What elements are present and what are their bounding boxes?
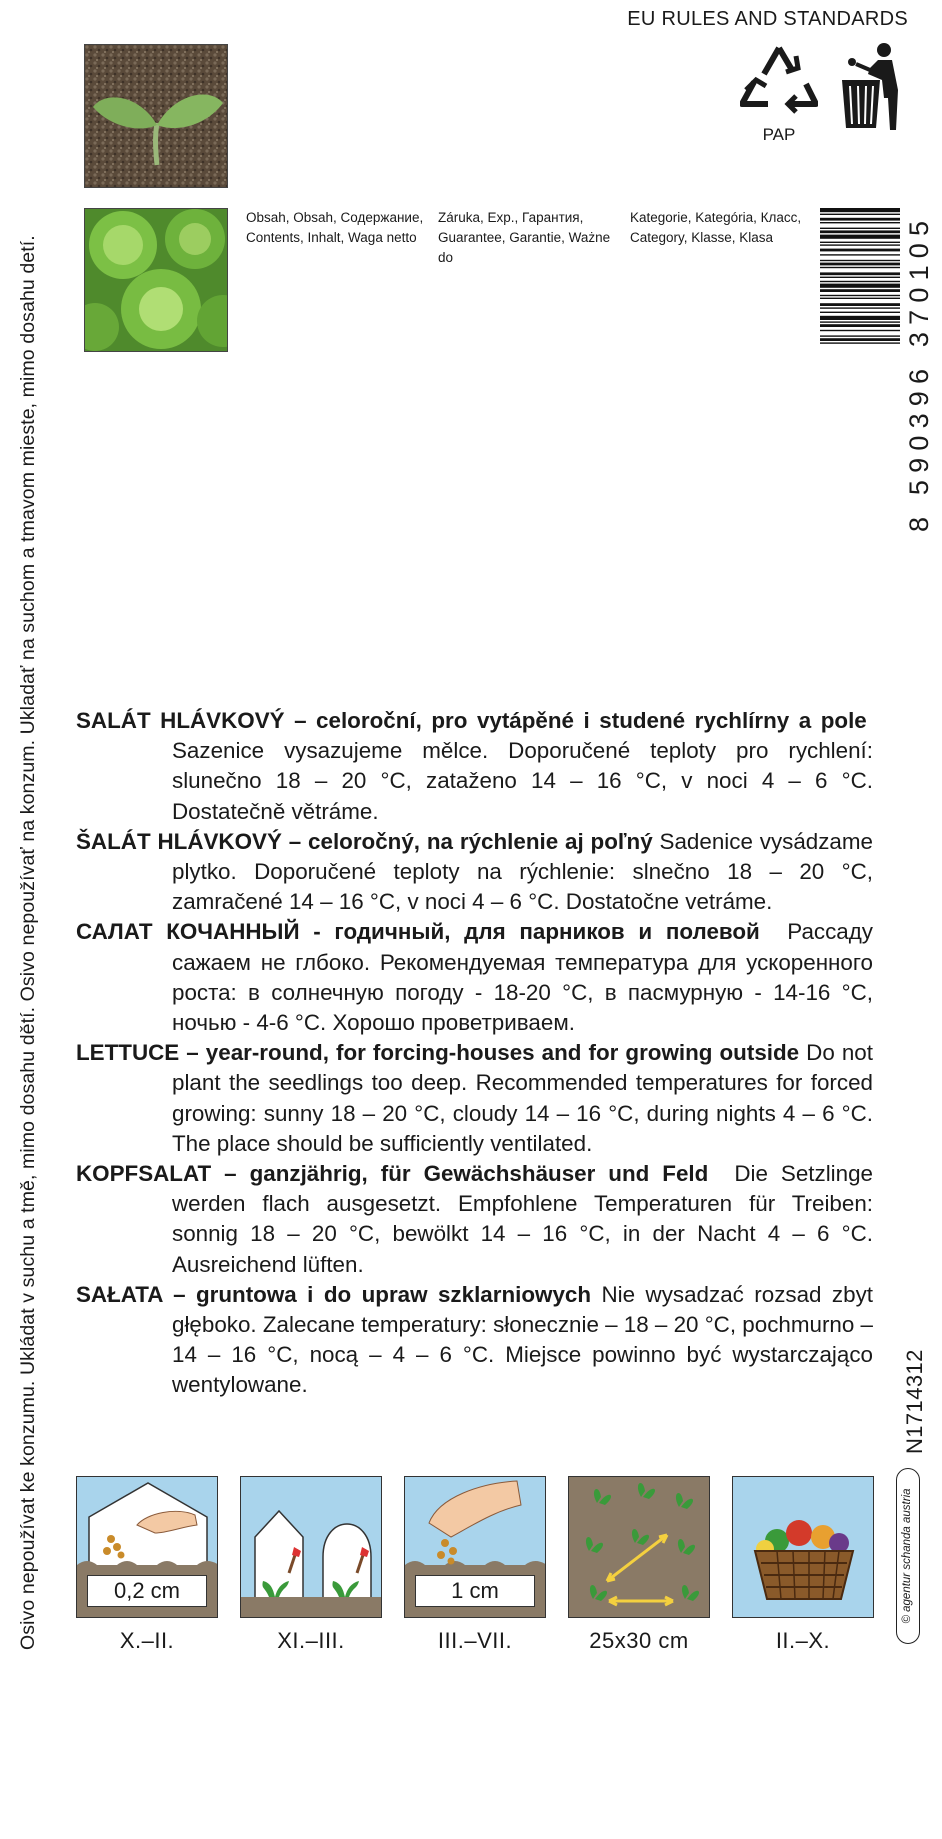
harvest-basket-icon: [732, 1476, 874, 1618]
harvest-period: II.–X.: [775, 1628, 831, 1653]
plant-spacing-label: 25x30 cm: [589, 1628, 689, 1653]
barcode-bar: [820, 338, 900, 341]
barcode-bar: [820, 277, 900, 278]
storage-warning-text: Osivo nepoužívat ke konzumu. Ukládat v suchu a tmě, mimo dosahu dětí. Osivo nepoužívať na konzum. Ukladať na suchom a tmavom mieste, mimo dosahu detí.: [17, 235, 39, 1650]
barcode-bar: [820, 316, 900, 320]
barcode-bar: [820, 281, 900, 282]
recycle-symbol: [740, 42, 818, 152]
sowing-period-greenhouse: X.–II.: [119, 1628, 175, 1653]
greenhouse-sowing-icon: [76, 1476, 218, 1618]
eu-rules-title: EU RULES AND STANDARDS: [627, 8, 908, 30]
greenhouse-planting-icon: [240, 1476, 382, 1618]
barcode-bar: [820, 230, 900, 233]
barcode-bar: [820, 307, 900, 308]
planting-period-greenhouse: XI.–III.: [277, 1628, 345, 1653]
description-ru: САЛАТ КОЧАННЫЙ - годичный, для парников и полевой Рассаду сажаем не глбоко. Рекомендуемая температура для ускоренного роста: в солнечную погоду - 18-20 °C, в пасмурную - 14-16 °C, ночью - 4-6 °C. Хорошо проветриваем.: [76, 919, 873, 1036]
description-cs: SALÁT HLÁVKOVÝ – celoroční, pro vytápěné i studené rychlírny a pole Sazenice vysazujeme mělce. Doporučené teploty pro rychlení: slunečno 18 – 20 °C, zataženo 14 – 16 °C, v noci 4 – 6 °C. Dostatečně větráme.: [76, 708, 873, 824]
lettuce-photo: [84, 208, 228, 352]
barcode-bar: [820, 244, 900, 245]
description-en: LETTUCE – year-round, for forcing-houses and for growing outside Do not plant the seedlings too deep. Recommended temperatures for forced growing: sunny 18 – 20 °C, cloudy 14 – 16 °C, during nights 4 – 6 °C. The place should be sufficiently ventilated.: [76, 1040, 873, 1156]
barcode-bar: [820, 208, 900, 212]
barcode-bar: [820, 218, 900, 221]
barcode-bar: [820, 272, 900, 275]
barcode-bar: [820, 321, 900, 322]
barcode-bar: [820, 312, 900, 313]
plant-spacing-icon: [568, 1476, 710, 1618]
description-de: KOPFSALAT – ganzjährig, für Gewächshäuser und Feld Die Setzlinge werden flach ausgesetzt. Empfohlene Temperaturen für Treiben: sonnig 18 – 20 °C, bewölkt 14 – 16 °C, in der Nacht 4 – 6 °C. Ausreichend lüften.: [76, 1161, 873, 1277]
description-sk: ŠALÁT HLÁVKOVÝ – celoročný, na rýchlenie aj poľný Sadenice vysádzame plytko. Doporučené teploty na rýchlenie: slnečno 18 – 20 °C, zamračené 14 – 16 °C, v noci 4 – 6 °C. Dostatočne vetráme.: [76, 828, 873, 915]
barcode-bar: [820, 260, 900, 261]
barcode-bar: [820, 263, 900, 266]
outdoor-sowing-icon: [404, 1476, 546, 1618]
barcode-bar: [820, 214, 900, 215]
barcode-bar: [820, 342, 900, 343]
barcode-bar: [820, 267, 900, 268]
barcode-bar: [820, 228, 900, 229]
pap-label: PAP: [762, 125, 796, 144]
sowing-descriptions: [76, 706, 873, 1401]
barcode-bar: [820, 303, 900, 306]
guarantee-label: Záruka, Exp., Гарантия, Guarantee, Garantie, Ważne do: [438, 210, 611, 265]
category-label: Kategorie, Kategória, Класс, Category, Klasse, Klasa: [630, 210, 802, 245]
barcode-number: 8 590396 370105: [904, 213, 934, 532]
product-code: N1714312: [902, 1349, 927, 1454]
recycle-arrows-icon: [740, 42, 818, 122]
barcode-bar: [820, 324, 900, 327]
description-pl: SAŁATA – gruntowa i do upraw szklarniowych Nie wysadzać rozsad zbyt głęboko. Zalecane temperatury: słonecznie – 18 – 20 °C, pochmurno – 14 – 16 °C, nocą – 4 – 6 °C. Miejsce powinno być wystarczająco wentylowane.: [76, 1281, 873, 1398]
sowing-period-outdoor: III.–VII.: [437, 1628, 513, 1653]
barcode-bar: [820, 295, 900, 296]
copyright-badge: © agentur schanda austria: [896, 1468, 920, 1644]
sowing-depth-label: 0,2 cm: [87, 1575, 207, 1607]
barcode-bar: [820, 254, 900, 255]
barcode-bar: [820, 249, 900, 252]
barcode-bar: [820, 330, 900, 331]
seedling-photo: [84, 44, 228, 188]
barcode-bar: [820, 289, 900, 292]
person-throwing-trash-icon: [838, 40, 910, 132]
sowing-depth-label: 1 cm: [415, 1575, 535, 1607]
contents-label: Obsah, Obsah, Содержание, Contents, Inhalt, Waga netto: [246, 210, 424, 245]
barcode-bar: [820, 298, 900, 299]
barcode-bar: [820, 235, 900, 239]
barcode: [820, 208, 900, 538]
barcode-bar: [820, 284, 900, 288]
barcode-bar: [820, 222, 900, 223]
barcode-bar: [820, 335, 900, 336]
barcode-bar: [820, 242, 900, 243]
